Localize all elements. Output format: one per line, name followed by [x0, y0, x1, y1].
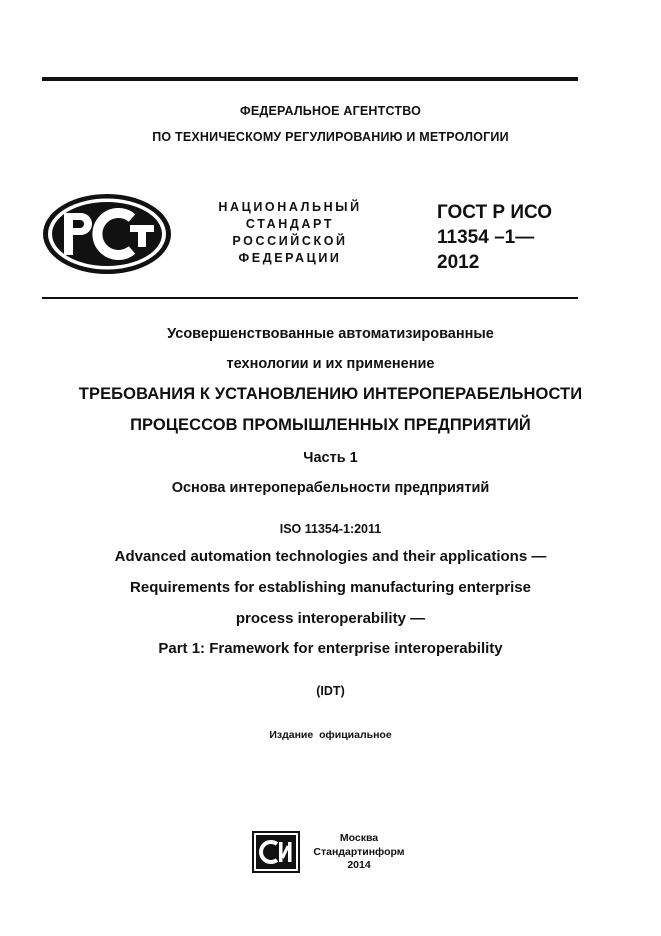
standard-designation	[437, 200, 587, 275]
en-title-line-3: process interoperability —	[235, 610, 426, 627]
rst-certification-mark-icon	[41, 192, 173, 276]
publisher-year: 2014	[347, 859, 371, 871]
publisher-name: Стандартинформ	[313, 845, 405, 858]
designation-line-3: 2012	[437, 252, 480, 273]
top-rule	[42, 77, 578, 81]
designation-line-1: ГОСТ Р ИСО	[437, 202, 553, 223]
standard-type-line-3: РОССИЙСКОЙ	[232, 234, 348, 248]
ru-part-number: Часть 1	[303, 450, 358, 466]
agency-line-1: ФЕДЕРАЛЬНОЕ АГЕНТСТВО	[239, 104, 422, 118]
ru-part-name: Основа интероперабельности предприятий	[171, 480, 490, 496]
publisher-city: Москва	[339, 832, 379, 844]
ru-title-line-1: ТРЕБОВАНИЯ К УСТАНОВЛЕНИЮ ИНТЕРОПЕРАБЕЛЬНОСТИ	[78, 385, 583, 403]
ru-title-line-2: ПРОЦЕССОВ ПРОМЫШЛЕННЫХ ПРЕДПРИЯТИЙ	[130, 416, 531, 434]
ru-subtitle-line-2: технологии и их применение	[226, 356, 435, 372]
standard-type-line-4: ФЕДЕРАЦИИ	[238, 251, 342, 265]
ru-subtitle-line-1: Усовершенствованные автоматизированные	[167, 326, 494, 342]
standard-type-line-2: СТАНДАРТ	[245, 217, 335, 231]
standartinform-logo-icon	[252, 831, 300, 873]
en-title-line-1: Advanced automation technologies and their applications —	[114, 548, 547, 565]
standard-type-line-1: НАЦИОНАЛЬНЫЙ	[218, 200, 362, 214]
designation-line-2: 11354 –1—	[437, 227, 535, 248]
equivalence-mark: (IDT)	[316, 684, 345, 698]
en-title-line-4: Part 1: Framework for enterprise interoperability	[158, 640, 503, 657]
standard-type	[212, 199, 368, 267]
publisher-info	[304, 832, 414, 873]
iso-reference: ISO 11354-1:2011	[279, 522, 382, 536]
en-title-line-2: Requirements for establishing manufacturing enterprise	[130, 579, 531, 596]
edition-note: Издание официальное	[269, 729, 392, 741]
agency-line-2: ПО ТЕХНИЧЕСКОМУ РЕГУЛИРОВАНИЮ И МЕТРОЛОГИИ	[152, 130, 509, 144]
middle-rule	[42, 297, 578, 299]
